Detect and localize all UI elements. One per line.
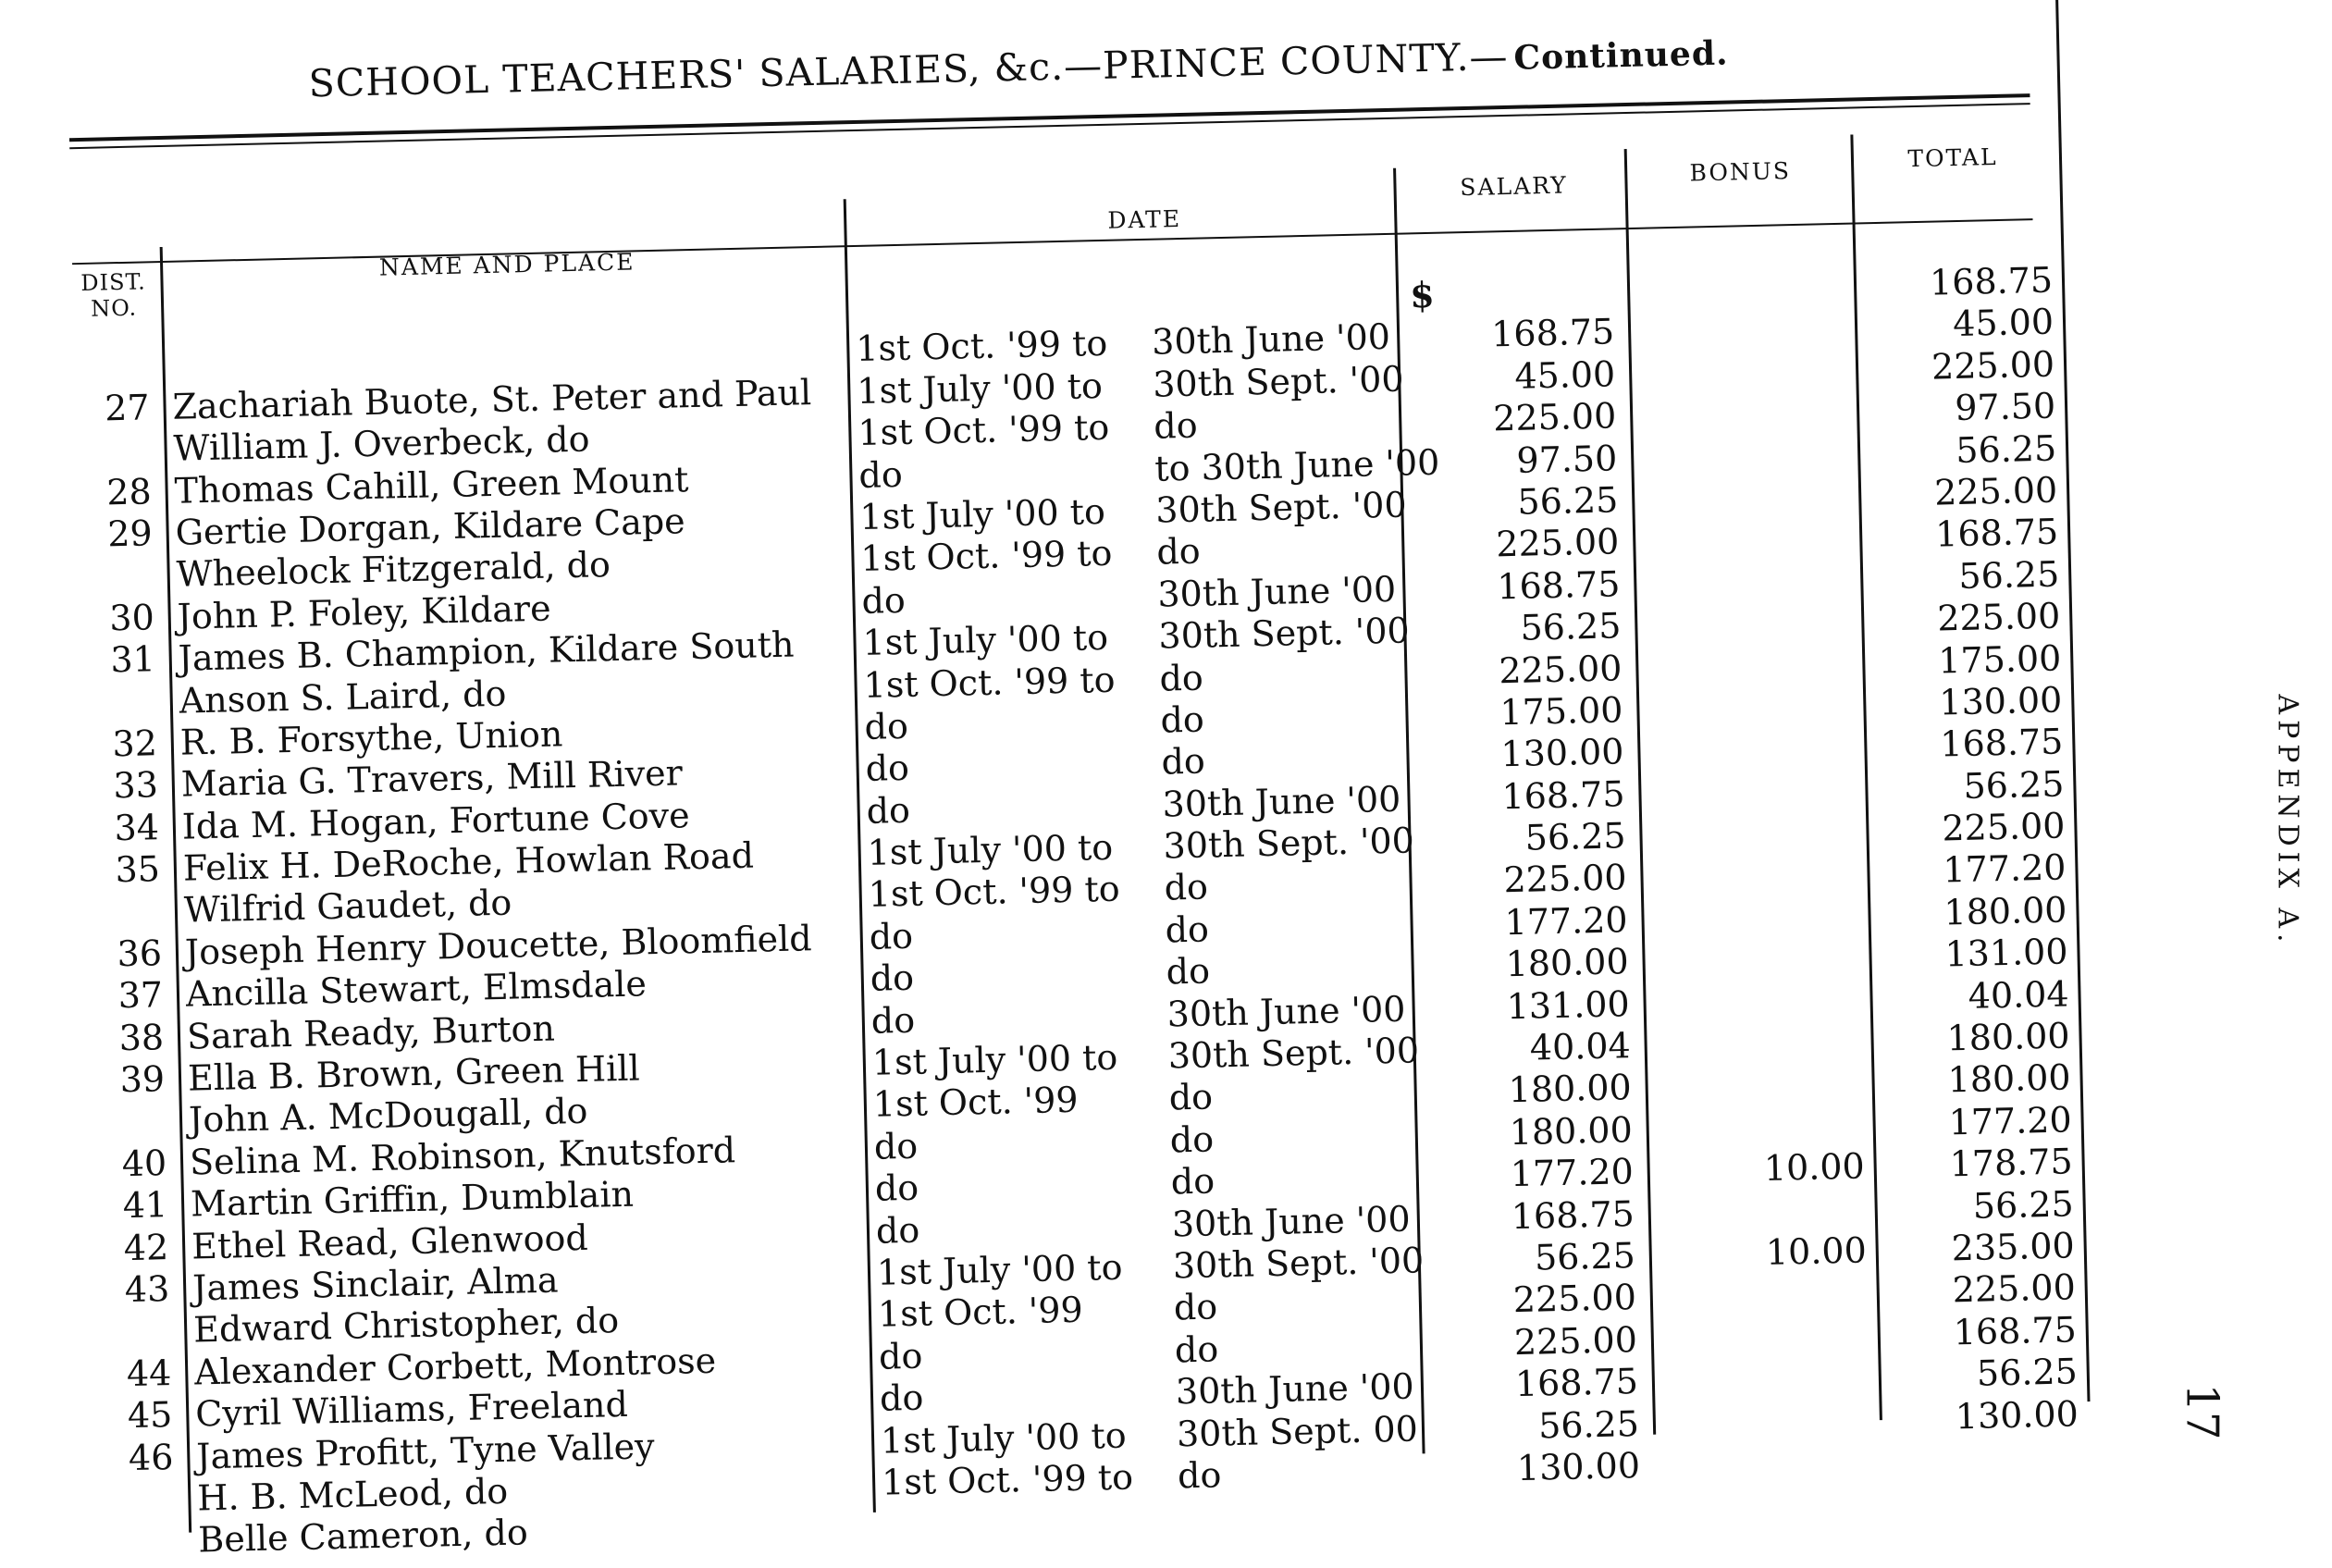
cell-date-from: do: [865, 747, 910, 790]
cell-name-and-place: Felix H. DeRoche, Howlan Road: [182, 834, 755, 889]
cell-date-to: 30th June '00: [1175, 1365, 1415, 1413]
cell-salary: 56.25: [1520, 605, 1622, 648]
cell-total: 40.04: [1968, 973, 2069, 1017]
cell-name-and-place: James B. Champion, Kildare South: [178, 623, 795, 679]
cell-date-to: do: [1177, 1454, 1222, 1497]
cell-total: 168.75: [1934, 511, 2059, 555]
cell-date-from: do: [861, 579, 907, 622]
header-bonus: BONUS: [1689, 157, 1792, 187]
cell-date-to: 30th June '00: [1166, 988, 1406, 1035]
cell-date-from: do: [866, 789, 911, 832]
cell-dist-no: 42: [123, 1226, 169, 1268]
cell-date-to: 30th Sept. '00: [1154, 484, 1408, 531]
header-dist-line2: NO.: [90, 294, 138, 322]
header-salary: SALARY: [1460, 171, 1569, 202]
cell-total: 180.00: [1947, 1056, 2072, 1101]
cell-salary: 168.75: [1490, 311, 1615, 355]
cell-date-from: 1st Oct. '99 to: [881, 1456, 1134, 1503]
cell-date-from: 1st Oct. '99 to: [863, 659, 1116, 706]
cell-name-and-place: Alexander Corbett, Montrose: [193, 1340, 717, 1393]
cell-bonus: 10.00: [1765, 1229, 1868, 1273]
cell-dist-no: 30: [108, 597, 155, 639]
cell-date-from: 1st Oct. '99: [872, 1080, 1080, 1126]
cell-name-and-place: Ida M. Hogan, Fortune Cove: [181, 794, 691, 847]
page-title-main: SCHOOL TEACHERS' SALARIES, &c.—PRINCE COUNTY.—: [308, 33, 1509, 106]
cell-total: 56.25: [1955, 427, 2057, 471]
cell-name-and-place: Edward Christopher, do: [192, 1300, 620, 1351]
cell-name-and-place: Ethel Read, Glenwood: [191, 1216, 589, 1267]
cell-date-from: do: [870, 999, 916, 1042]
cell-date-to: do: [1160, 698, 1205, 741]
cell-salary: 180.00: [1505, 941, 1630, 985]
cell-salary: 131.00: [1506, 982, 1631, 1027]
cell-salary: 177.20: [1510, 1151, 1635, 1195]
cell-name-and-place: Cyril Williams, Freeland: [194, 1384, 629, 1435]
cell-total: 45.00: [1952, 302, 2054, 345]
cell-salary: 180.00: [1508, 1067, 1633, 1111]
cell-dist-no: 43: [124, 1268, 170, 1311]
cell-date-from: 1st Oct. '99 to: [868, 869, 1121, 916]
cell-salary: 168.75: [1496, 563, 1621, 608]
cell-total: 56.25: [1963, 763, 2065, 807]
header-name-and-place: NAME AND PLACE: [378, 248, 635, 281]
cell-dist-no: 31: [109, 638, 156, 681]
header-top-rule-thin: [69, 103, 2030, 149]
cell-dist-no: 38: [118, 1016, 165, 1058]
page-title: [308, 30, 1729, 106]
cell-name-and-place: Joseph Henry Doucette, Bloomfield: [184, 918, 813, 973]
cell-date-from: 1st July '00 to: [858, 490, 1106, 537]
cell-date-from: do: [870, 957, 915, 1000]
cell-date-to: do: [1173, 1286, 1218, 1328]
cell-date-to: 30th June '00: [1151, 316, 1391, 364]
cell-name-and-place: Belle Cameron, do: [197, 1512, 529, 1561]
cell-total: 168.75: [1939, 721, 2064, 765]
cell-date-to: 30th Sept. '00: [1152, 358, 1404, 405]
cell-dist-no: 35: [115, 848, 161, 891]
currency-symbol: $: [1409, 273, 1436, 316]
cell-dist-no: 27: [104, 387, 151, 429]
cell-date-to: 30th June '00: [1171, 1198, 1412, 1245]
cell-date-from: do: [873, 1125, 919, 1167]
cell-date-from: 1st Oct. '99 to: [860, 533, 1113, 580]
cell-date-to: do: [1161, 740, 1206, 783]
cell-name-and-place: William J. Overbeck, do: [173, 418, 590, 469]
cell-total: 168.75: [1929, 259, 2054, 303]
cell-total: 177.20: [1942, 846, 2067, 891]
cell-salary: 180.00: [1509, 1108, 1634, 1153]
cell-salary: 97.50: [1515, 437, 1618, 481]
cell-date-from: 1st July '00 to: [862, 617, 1109, 664]
cell-salary: 175.00: [1499, 689, 1623, 734]
cell-date-to: 30th Sept. '00: [1172, 1240, 1425, 1287]
cell-total: 178.75: [1949, 1141, 2074, 1185]
cell-date-to: do: [1164, 866, 1209, 909]
cell-name-and-place: John P. Foley, Kildare: [177, 587, 552, 637]
page-number: 17: [2176, 1383, 2228, 1440]
cell-name-and-place: James Sinclair, Alma: [191, 1259, 559, 1309]
cell-dist-no: 40: [121, 1142, 167, 1185]
cell-date-from: do: [874, 1167, 919, 1209]
cell-salary: [1428, 269, 1613, 274]
cell-salary: 45.00: [1513, 353, 1616, 397]
cell-date-to: 30th Sept. 00: [1176, 1408, 1419, 1454]
cell-name-and-place: Ella B. Brown, Green Hill: [187, 1047, 641, 1099]
cell-date-from: do: [875, 1209, 920, 1252]
cell-date-to: do: [1168, 1076, 1214, 1118]
cell-name-and-place: John A. McDougall, do: [188, 1091, 588, 1141]
cell-total: 225.00: [1936, 595, 2061, 639]
cell-salary: 40.04: [1529, 1025, 1632, 1068]
cell-name-and-place: Sarah Ready, Burton: [186, 1007, 556, 1057]
cell-date-from: 1st Oct. '99 to: [857, 406, 1110, 454]
cell-name-and-place: Wilfrid Gaudet, do: [183, 883, 512, 932]
cell-date-to: do: [1169, 1118, 1215, 1161]
cell-dist-no: 41: [122, 1184, 168, 1227]
cell-date-to: do: [1165, 908, 1210, 951]
cell-total: 130.00: [1955, 1392, 2079, 1437]
cell-date-from: do: [864, 705, 909, 747]
cell-date-to: do: [1155, 530, 1202, 574]
cell-date-from: do: [858, 453, 904, 496]
cell-date-from: 1st Oct. '99 to: [855, 323, 1108, 370]
cell-date-from: do: [869, 915, 914, 957]
cell-date-to: do: [1170, 1160, 1215, 1203]
cell-date-from: do: [879, 1377, 924, 1419]
cell-name-and-place: James Profitt, Tyne Valley: [195, 1425, 656, 1477]
cell-bonus: [1646, 265, 1845, 269]
cell-salary: 130.00: [1516, 1445, 1641, 1489]
header-dist-line1: DIST.: [80, 268, 146, 296]
cell-salary: 56.25: [1524, 815, 1626, 858]
cell-dist-no: 33: [113, 764, 159, 807]
cell-total: 177.20: [1948, 1099, 2073, 1143]
cell-date-to: do: [1166, 950, 1211, 993]
cell-dist-no: 39: [119, 1058, 166, 1101]
cell-date-to: to 30th June '00: [1154, 441, 1440, 489]
cell-date-from: 1st July '00 to: [867, 826, 1114, 873]
cell-total: 225.00: [1931, 343, 2055, 388]
cell-bonus: 10.00: [1763, 1145, 1866, 1190]
cell-name-and-place: Anson S. Laird, do: [179, 673, 507, 722]
cell-date-to: 30th Sept. '00: [1163, 820, 1415, 867]
cell-salary: 168.75: [1511, 1192, 1635, 1237]
cell-total: 131.00: [1944, 931, 2068, 975]
header-total: TOTAL: [1907, 142, 1998, 173]
cell-salary: 225.00: [1495, 521, 1620, 565]
cell-dist-no: 46: [128, 1436, 174, 1478]
cell-dist-no: 44: [126, 1352, 172, 1394]
cell-salary: 225.00: [1498, 647, 1623, 691]
cell-date-from: do: [878, 1335, 923, 1377]
cell-total: 168.75: [1953, 1309, 2078, 1353]
cell-salary: 225.00: [1492, 395, 1617, 439]
cell-name-and-place: Gertie Dorgan, Kildare Cape: [175, 500, 686, 553]
cell-total: 56.25: [1957, 553, 2060, 597]
header-date: DATE: [1107, 204, 1182, 234]
cell-name-and-place: Martin Griffin, Dumblain: [190, 1173, 635, 1225]
cell-date-to: 30th Sept. '00: [1167, 1030, 1420, 1077]
cell-total: 180.00: [1943, 889, 2067, 933]
cell-dist-no: 29: [106, 512, 154, 555]
cell-total: 225.00: [1933, 469, 2058, 513]
cell-salary: 225.00: [1513, 1318, 1638, 1363]
cell-dist-no: 45: [127, 1394, 173, 1437]
cell-salary: 168.75: [1514, 1361, 1639, 1405]
appendix-label: APPENDIX A.: [2271, 694, 2304, 948]
cell-total: 56.25: [1972, 1182, 2075, 1227]
cell-total: 130.00: [1938, 679, 2063, 723]
cell-date-to: do: [1159, 657, 1204, 699]
cell-total: 225.00: [1952, 1266, 2077, 1311]
cell-total: 225.00: [1941, 805, 2066, 849]
cell-dist-no: 34: [114, 806, 160, 848]
salary-table-body: [0, 253, 2332, 1566]
cell-total: 56.25: [1976, 1351, 2079, 1394]
cell-date-from: 1st July '00 to: [876, 1246, 1123, 1293]
cell-dist-no: 36: [117, 932, 163, 975]
cell-date-from: 1st July '00 to: [856, 364, 1104, 412]
cell-salary: 56.25: [1537, 1402, 1640, 1447]
cell-date-from: 1st July '00 to: [880, 1414, 1128, 1462]
cell-date-to: do: [1153, 404, 1199, 447]
cell-date-to: 30th June '00: [1156, 568, 1397, 615]
cell-salary: 130.00: [1500, 731, 1624, 775]
cell-salary: 56.25: [1516, 479, 1619, 523]
cell-dist-no: 37: [117, 974, 164, 1017]
cell-name-and-place: Ancilla Stewart, Elmsdale: [185, 963, 648, 1015]
page-title-continued: Continued.: [1512, 33, 1729, 78]
cell-name-and-place: Zachariah Buote, St. Peter and Paul: [172, 371, 812, 427]
cell-date-from: 1st Oct. '99: [877, 1290, 1084, 1336]
cell-total: 97.50: [1954, 385, 2056, 429]
cell-name-and-place: Maria G. Travers, Mill River: [180, 752, 684, 805]
cell-dist-no: 28: [105, 470, 153, 512]
cell-total: 235.00: [1951, 1225, 2076, 1269]
cell-dist-no: 32: [111, 722, 158, 765]
cell-name-and-place: Wheelock Fitzgerald, do: [176, 544, 611, 596]
cell-salary: 225.00: [1503, 857, 1628, 901]
cell-name-and-place: Selina M. Robinson, Knutsford: [189, 1129, 736, 1183]
cell-name-and-place: Thomas Cahill, Green Mount: [174, 458, 689, 512]
cell-date-to: 30th June '00: [1162, 778, 1401, 825]
cell-date-to: 30th Sept. '00: [1157, 610, 1411, 657]
cell-date-from: 1st July '00 to: [871, 1036, 1118, 1083]
cell-date-to: do: [1174, 1328, 1219, 1371]
cell-total: 175.00: [1937, 637, 2062, 682]
cell-salary: 225.00: [1512, 1277, 1637, 1321]
cell-total: 180.00: [1946, 1015, 2071, 1059]
cell-name-and-place: H. B. McLeod, do: [196, 1470, 509, 1519]
cell-name-and-place: R. B. Forsythe, Union: [179, 713, 563, 763]
cell-salary: 56.25: [1534, 1235, 1636, 1278]
cell-salary: 177.20: [1504, 899, 1629, 944]
cell-salary: 168.75: [1501, 772, 1625, 817]
